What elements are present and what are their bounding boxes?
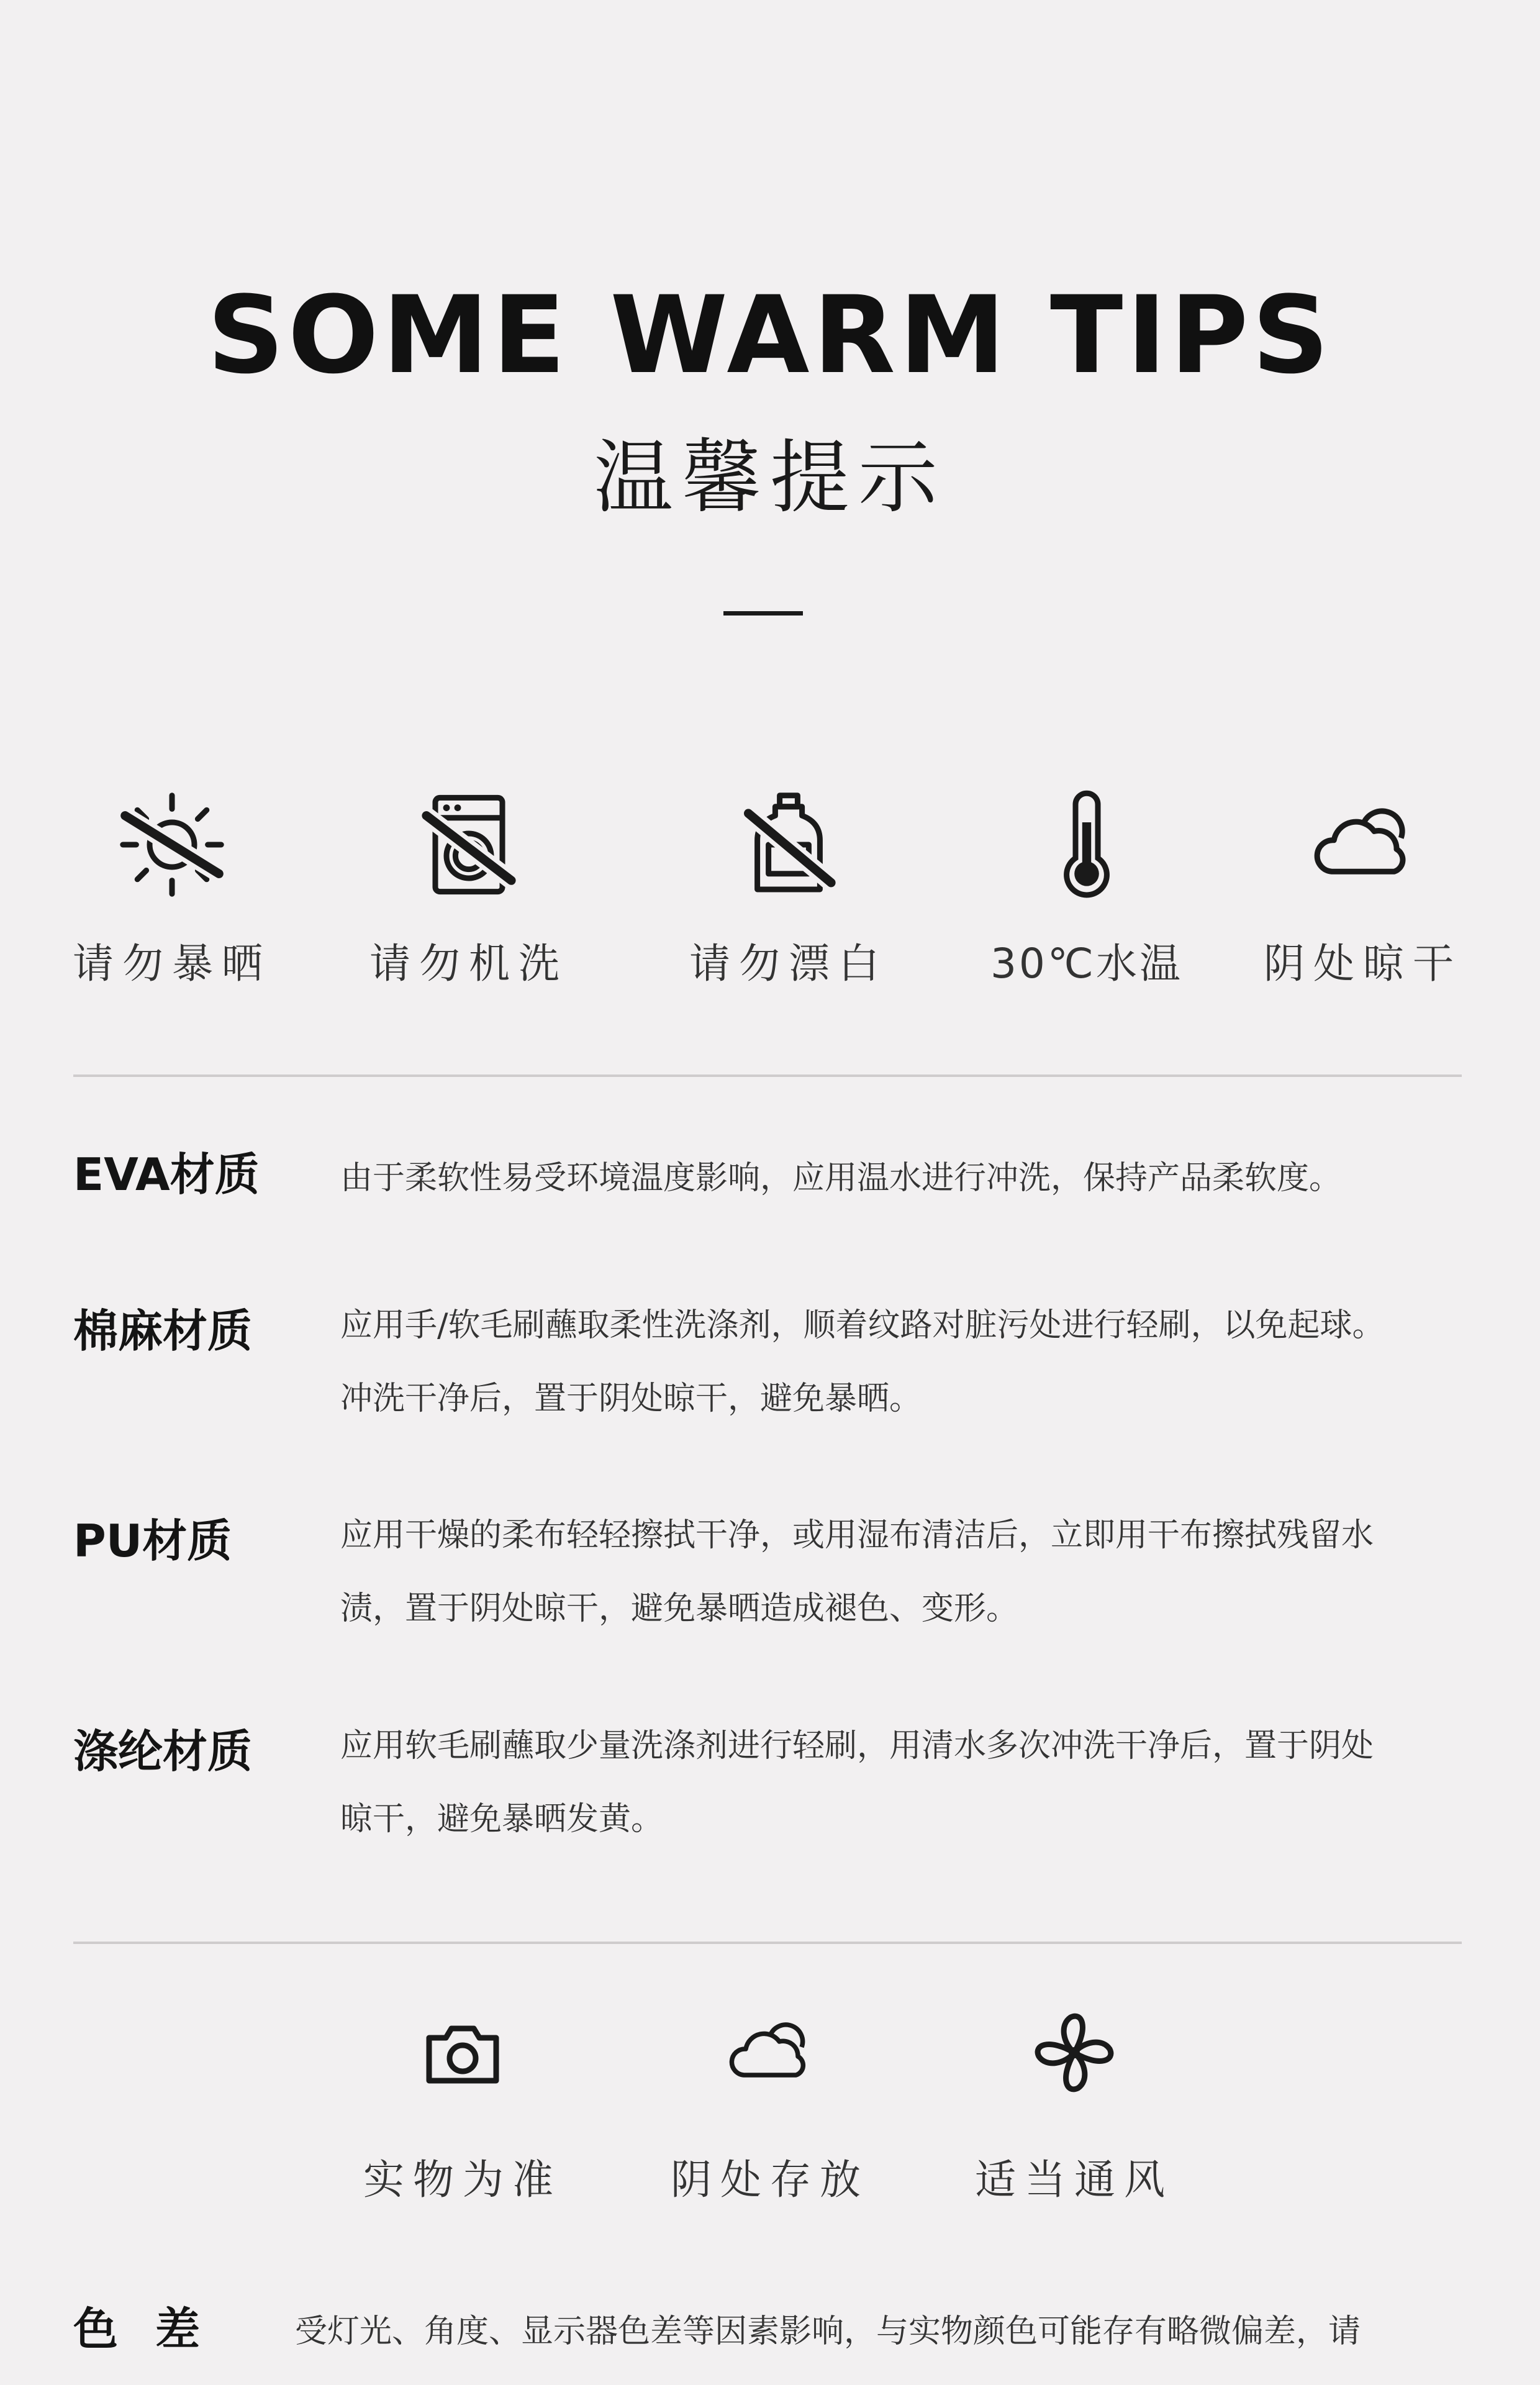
section-divider-bottom [73, 1942, 1462, 1944]
fan-icon [1028, 2006, 1121, 2099]
material-desc-line: 应用软毛刷蘸取少量洗涤剂进行轻刷，用清水多次冲洗干净后，置于阴处 [340, 1727, 1374, 1765]
care-label-shade-dry: 阴处晾干 [1264, 940, 1462, 988]
material-title-pu: PU材质 [73, 1515, 232, 1567]
storage-label-shade-store: 阴处存放 [671, 2156, 869, 2204]
cloud-icon [1307, 789, 1419, 901]
color-note-desc: 受灯光、角度、显示器色差等因素影响，与实物颜色可能存有略微偏差，请 [295, 2313, 1361, 2350]
care-item-no-sun [42, 789, 302, 989]
care-label-no-bleach: 请勿漂白 [689, 940, 888, 988]
storage-item-ventilate [944, 2006, 1205, 2205]
material-desc-line: 应用手/软毛刷蘸取柔性洗涤剂，顺着纹路对脏污处进行轻刷，以免起球。 [340, 1307, 1385, 1344]
material-desc-line: 冲洗干净后，置于阴处晾干，避免暴晒。 [340, 1380, 922, 1417]
material-desc-polyester [340, 1709, 1464, 1856]
material-desc-line: 应用干燥的柔布轻轻擦拭干净，或用湿布清洁后，立即用干布擦拭残留水 [340, 1517, 1374, 1554]
title-divider [723, 611, 803, 616]
care-item-no-machine-wash [338, 789, 599, 989]
no-sun-icon [116, 789, 228, 901]
cloud-icon [720, 2006, 820, 2099]
no-machine-wash-icon [413, 789, 525, 901]
page-title-en: SOME WARM TIPS [207, 273, 1333, 398]
material-desc-line: 由于柔软性易受环境温度影响，应用温水进行冲洗，保持产品柔软度。 [340, 1160, 1342, 1197]
material-desc-line: 渍，置于阴处晾干，避免暴晒造成褪色、变形。 [340, 1590, 1019, 1627]
color-note-title: 色差 [73, 2303, 238, 2355]
material-desc-eva [340, 1142, 1464, 1215]
care-label-no-sun: 请勿暴晒 [73, 940, 271, 988]
material-title-eva: EVA材质 [73, 1148, 260, 1201]
care-item-water-temp [956, 789, 1217, 989]
thermometer-icon [1031, 789, 1143, 901]
storage-item-actual-product [332, 2006, 593, 2205]
care-label-no-machine-wash: 请勿机洗 [369, 940, 568, 988]
care-label-water-temp: 30℃水温 [990, 940, 1184, 988]
material-desc-cotton-linen [340, 1289, 1464, 1435]
section-divider-top [73, 1074, 1462, 1077]
storage-label-actual-product: 实物为准 [363, 2156, 562, 2204]
storage-item-shade-store [640, 2006, 900, 2205]
storage-icons-row [0, 2006, 1540, 2211]
material-desc-pu [340, 1499, 1464, 1645]
no-bleach-icon [733, 789, 845, 901]
storage-label-ventilate: 适当通风 [975, 2156, 1174, 2204]
page-title-cn: 温馨提示 [593, 432, 946, 524]
care-icons-row [0, 789, 1540, 1025]
care-item-shade-dry [1233, 789, 1493, 989]
material-title-cotton-linen: 棉麻材质 [73, 1305, 253, 1357]
material-desc-line: 晾干，避免暴晒发黄。 [340, 1801, 664, 1838]
material-title-polyester: 涤纶材质 [73, 1725, 253, 1778]
care-item-no-bleach [658, 789, 919, 989]
camera-icon [416, 2006, 509, 2099]
